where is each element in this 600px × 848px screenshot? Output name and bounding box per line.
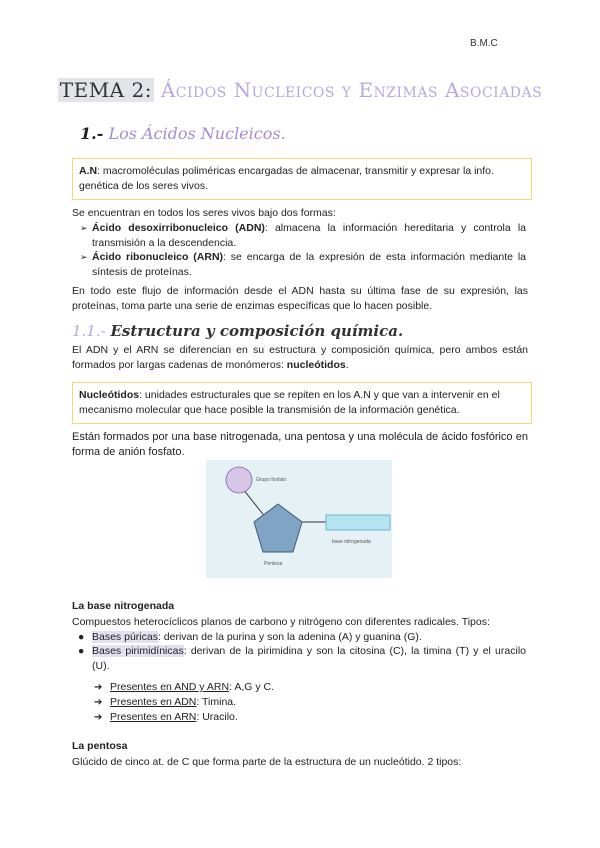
structure-text: El ADN y el ARN se diferencian en su estructura y composición química, pero ambos están formados por largas cadenas de monómeros: (72, 344, 528, 371)
base-type-term: Bases púricas (92, 631, 158, 643)
list-item (80, 250, 526, 280)
presence-label: Presentes en AND y ARN (110, 681, 230, 693)
form-term: Ácido ribonucleico (ARN) (92, 251, 224, 263)
composition-paragraph: Están formados por una base nitrogenada, una pentosa y una molécula de ácido fosfórico en forma de anión fosfato. (72, 431, 528, 458)
pentose-label: Pentosa (264, 561, 283, 567)
section-1-title: Los Ácidos Nucleicos. (108, 124, 286, 143)
bullet-icon: ● (78, 631, 85, 643)
presence-label: Presentes en ARN (110, 711, 197, 723)
nucleotide-svg (206, 460, 392, 578)
phosphate-group-shape (226, 467, 252, 493)
form-term: Ácido desoxirribonucleico (ADN) (92, 222, 265, 234)
form-text: : almacena la información hereditaria y controla la transmisión a la descendencia. (92, 222, 526, 249)
structure-paragraph (72, 343, 528, 373)
form-text: : se encarga de la expresión de esta información mediante la síntesis de proteínas. (92, 251, 526, 278)
definition-box-nucleotidos (72, 382, 532, 424)
section-1-1-title: Estructura y composición química. (110, 322, 404, 340)
nitrogen-base-shape (326, 515, 390, 530)
arrow-right-icon: ➔ (94, 682, 103, 693)
list-item (94, 681, 274, 694)
pentose-description: Glúcido de cinco at. de C que forma parte de la estructura de un nucleótido. 2 tipos: (72, 756, 462, 768)
definition-box-an (72, 158, 532, 200)
list-item (94, 711, 238, 724)
presence-value: : A,G y C. (229, 681, 274, 693)
arrow-icon: ➢ (80, 223, 88, 233)
presence-label: Presentes en ADN (110, 696, 197, 708)
base-type-text: : derivan de la pirimidina y son la citosina (C), la timina (T) y el uracilo (U). (92, 645, 526, 672)
structure-end: . (345, 359, 349, 371)
pentose-heading: La pentosa (72, 740, 128, 752)
phosphate-label: Grupo fosfato (256, 477, 287, 483)
base-type-term: Bases pirimidínicas (92, 645, 184, 657)
title-rest: Ácidos Nucleicos y Enzimas Asociadas (160, 78, 543, 102)
flow-paragraph: En todo este flujo de información desde el ADN hasta su última fase de su expresión, las proteínas, toma parte una serie de enzimas específicas que lo hacen posible. (72, 285, 528, 312)
arrow-right-icon: ➔ (94, 712, 103, 723)
list-item (78, 630, 526, 645)
section-1-heading (80, 124, 286, 143)
presence-value: : Timina. (196, 696, 237, 708)
definition-text: : macromoléculas poliméricas encargadas de almacenar, transmitir y expresar la info. genética de los seres vivos. (79, 165, 494, 192)
intro-paragraph: Se encuentran en todos los seres vivos bajo dos formas: (72, 207, 336, 219)
section-1-1-heading (72, 322, 403, 340)
page-title (0, 78, 600, 102)
definition-term: A.N (79, 165, 98, 177)
list-item (94, 696, 237, 709)
title-highlight: TEMA 2: (59, 78, 152, 102)
nucleotide-diagram (206, 460, 392, 578)
base-type-text: : derivan de la purina y son la adenina (A) y guanina (G). (157, 631, 422, 643)
section-1-1-number: 1.1.- (72, 322, 106, 340)
base-label: base nitrogenada (332, 539, 371, 545)
definition-term: Nucleótidos (79, 389, 140, 401)
list-item (78, 644, 526, 674)
structure-keyword: nucleótidos (286, 359, 346, 371)
author-initials: B.M.C (470, 38, 498, 49)
definition-text: : unidades estructurales que se repiten en los A.N y que van a intervenir en el mecanismo molecular que hace posible la transmisión de la información genética. (79, 389, 500, 416)
base-heading: La base nitrogenada (72, 600, 175, 612)
list-item (80, 221, 526, 251)
arrow-icon: ➢ (80, 252, 88, 262)
base-description: Compuestos heterocíclicos planos de carbono y nitrógeno con diferentes radicales. Tipos: (72, 616, 490, 628)
bullet-icon: ● (78, 645, 85, 657)
presence-value: : Uracilo. (196, 711, 238, 723)
section-1-number: 1.- (80, 124, 104, 143)
arrow-right-icon: ➔ (94, 697, 103, 708)
